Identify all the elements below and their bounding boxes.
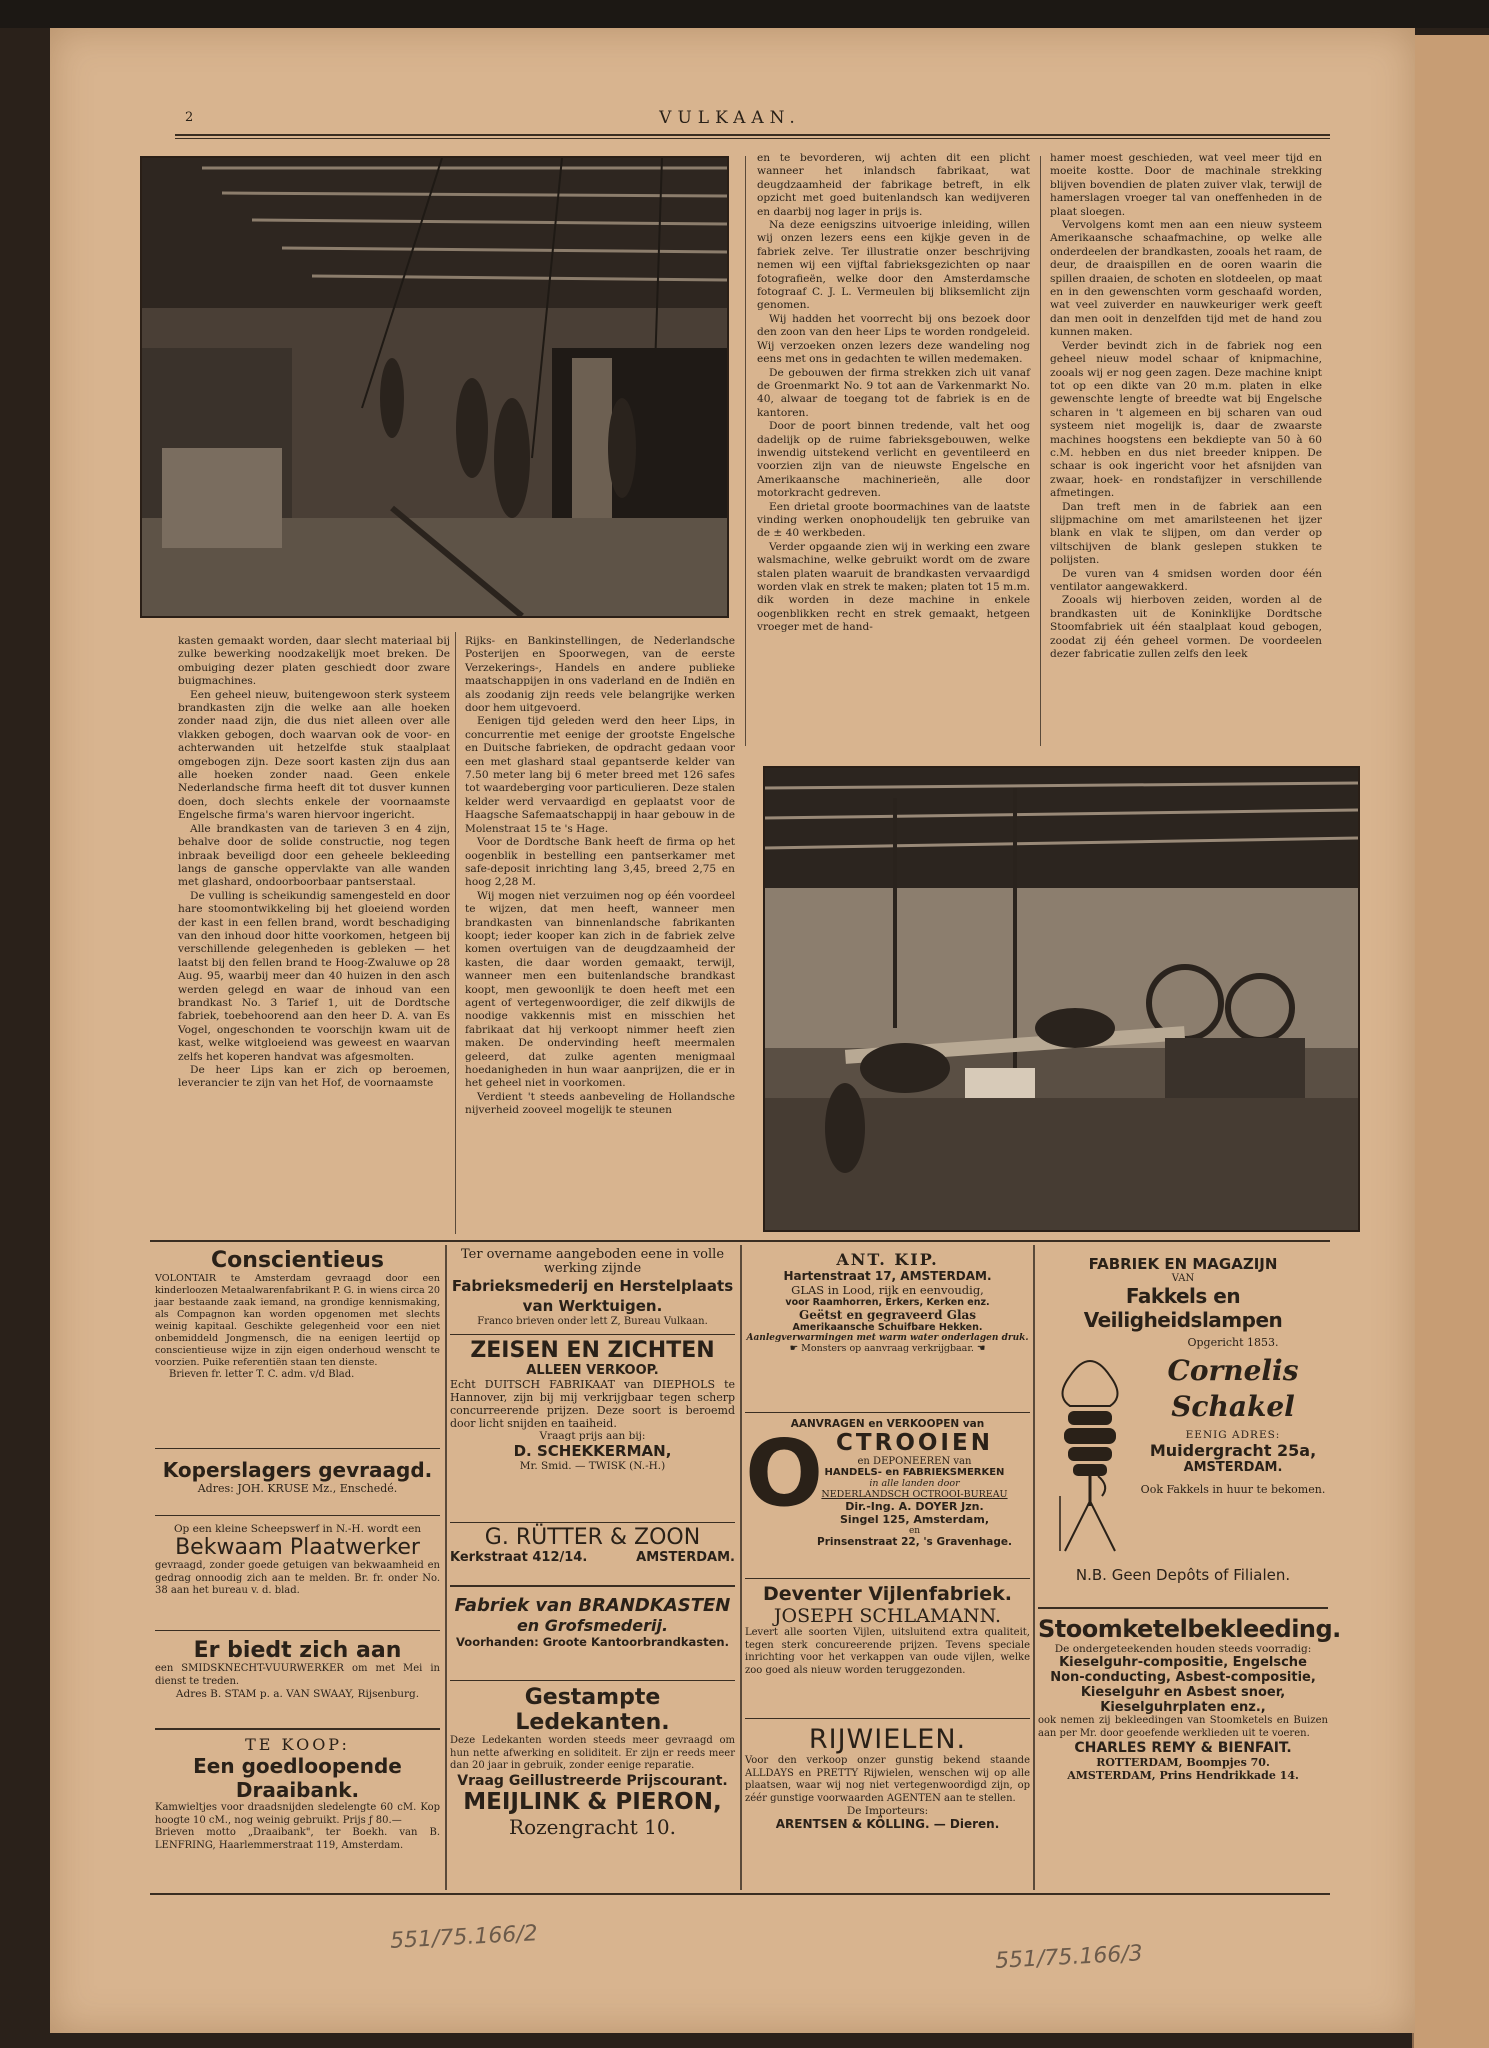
ad-octrooien (745, 1418, 1030, 1548)
ad-smidsknecht (155, 1638, 440, 1700)
ad-draaibank (155, 1735, 440, 1852)
ad-title: ANT. KIP. (836, 1250, 939, 1269)
ad-body: gevraagd, zonder goede getuigen van bekwaamheid en gedrag onnoodig zich aan te melden. Br. fr. onder No. 38 aan het bureau v. d. blad. (155, 1560, 440, 1596)
article-paragraph: kasten gemaakt worden, daar slecht materiaal bij zulke bewerking noodzakelijk moet breken. De ombuiging dezer platen geschiedt door zware buigmachines. (178, 635, 450, 688)
ad-body: Kamwieltjes voor draadsnijden sledelengte 60 cM. Kop hoogte 10 cM., nog weinig gebruikt. Prijs ƒ 80.— (155, 1802, 440, 1826)
ad-subtitle: en Grofsmederij. (516, 1616, 669, 1635)
ad-separator (450, 1334, 735, 1335)
ad-name: CHARLES REMY & BIENFAIT. (1074, 1740, 1292, 1756)
torch-lamp-icon (1040, 1336, 1140, 1561)
ad-title: G. RÜTTER & ZOON (484, 1525, 701, 1550)
ad-schakel (1038, 1255, 1328, 1584)
article-paragraph: Verder opgaande zien wij in werking een zware walsmachine, welke gebruikt wordt om de zware stalen platen waaruit de brandkasten vervaardigd worden vlak en strek te maken; platen tot 15 m.m. dik worden in deze machine in enkele oogenblikken recht en strek gemaakt, hetgeen vroeger met de hand- (757, 540, 1030, 634)
article-paragraph: De gebouwen der firma strekken zich uit vanaf de Groenmarkt No. 9 tot aan de Varkenmarkt No. 40, alwaar de toegang tot de fabriek is en de kantoren. (757, 366, 1030, 419)
ad-note: N.B. Geen Depôts of Filialen. (1075, 1566, 1291, 1584)
ad-title: Deventer Vijlenfabriek. (762, 1583, 1013, 1605)
ad-title: Bekwaam Plaatwerker (175, 1535, 420, 1560)
page-title: VULKAAN. (659, 108, 801, 128)
ad-title: Gestampte Ledekanten. (515, 1685, 670, 1735)
factory-photo-top (140, 156, 729, 618)
column-divider (455, 632, 456, 1234)
header-rule (175, 134, 1330, 136)
ad-initial: O (745, 1420, 824, 1527)
ad-separator (155, 1630, 440, 1631)
ad-line (745, 1343, 1030, 1354)
column-divider (1040, 156, 1041, 746)
ad-address: Muidergracht 25a, (1149, 1441, 1317, 1460)
ad-conscientieus (155, 1248, 440, 1382)
ad-kip (745, 1250, 1030, 1354)
ad-line: en (908, 1526, 921, 1536)
ads-divider (1033, 1245, 1035, 1890)
article-paragraph: De vuren van 4 smidsen worden door één ventilator aangewakkerd. (1050, 567, 1322, 593)
article-paragraph: Na deze eenigszins uitvoerige inleiding, willen wij onzen lezers eens een kijkje geven in de fabriek zelve. Ter illustratie onzer beschrijving nemen wij een vijftal fabrieksgezichten op naar fotografieën, welke door den Amsterdamsche fotograaf C. J. L. Vermeulen bij bliksemlicht zijn genomen. (757, 219, 1030, 312)
pointing-hand-icon: ☚ (973, 1343, 986, 1354)
article-paragraph: Een geheel nieuw, buitengewoon sterk systeem brandkasten zijn die welke aan alle hoeken zonder naad zijn, die dus niet alleen over alle vlakken gebogen, doch waarvan ook de voor- en achterwanden uit hetzelfde stuk staalplaat omgebogen zijn. Deze soort kasten zijn dus aan alle hoeken zonder naad. Geen enkele Nederlandsche firma heeft dit tot dusver kunnen doen, doch slechts enkele der voornaamste Engelsche firma's waren hiervoor ingericht. (178, 688, 450, 822)
ad-title: Fabrieksmederij en Herstelplaats van Werktuigen. (451, 1277, 734, 1315)
ad-name: MEIJLINK & PIERON, (463, 1788, 722, 1815)
ad-footer: Voorhanden: Groote Kantoorbrandkasten. (456, 1635, 729, 1649)
ads-bottom-rule (150, 1893, 1330, 1895)
ad-lead: Ter overname aangeboden eene in volle werking zijnde (460, 1247, 725, 1276)
article-column-3 (757, 152, 1030, 635)
ad-body: Deze Ledekanten worden steeds meer gevraagd om hun nette afwerking en soliditeit. Er zijn er reeds meer dan 20 jaar in gebruik, zonder eenige reparatie. (450, 1735, 735, 1771)
ad-title: Stoomketelbekleeding. (1038, 1615, 1341, 1643)
header-rule-thin (175, 138, 1330, 139)
ad-rijwielen (745, 1724, 1030, 1831)
ad-city: AMSTERDAM. (636, 1550, 735, 1565)
ad-ledekanten (450, 1685, 735, 1839)
ad-lead: AANVRAGEN en VERKOOPEN van (790, 1418, 985, 1430)
ad-ask: Vraagt prijs aan bij: (539, 1430, 646, 1442)
ad-separator (450, 1680, 735, 1681)
ad-footer: Franco brieven onder lett Z, Bureau Vulkaan. (477, 1316, 708, 1327)
article-paragraph: en te bevorderen, wij achten dit een plicht wanneer het inlandsch fabrikaat, wat deugdzaamheid der fabrikage betreft, in elk opzicht met goed buitenlandsch kan wedijveren en daarbij nog lager in prijs is. (757, 152, 1030, 218)
ad-address: Kerkstraat 412/14. (450, 1550, 588, 1565)
ad-name: JOSEPH SCHLAMANN. (773, 1605, 1002, 1627)
ad-line: en DEPONEEREN van (857, 1456, 972, 1467)
ad-separator (450, 1522, 735, 1523)
ad-title: ZEISEN EN ZICHTEN (470, 1338, 715, 1363)
ad-line: GLAS in Lood, rijk en eenvoudig, (791, 1283, 984, 1297)
article-paragraph: Verder bevindt zich in de fabriek nog een geheel nieuw model schaar of knipmachine, zooals wij er nog geen zagen. Deze machine knipt tot op een dikte van 20 m.m. platen in elke gewenschte lengte of breedte wat bij Engelsche scharen in 't algemeen en bij scharen van oud systeem niet mogelijk is, daar de zwaarste machines hoogstens een bekdiepte van 50 à 60 c.M. hebben en dus niet breeder knippen. De schaar is ook ingericht voor het afsnijden van zwaar, hoek- en rondstafijzer in verschillende afmetingen. (1050, 339, 1322, 500)
article-column-4 (1050, 152, 1322, 661)
ad-separator (745, 1718, 1030, 1719)
ad-established: Opgericht 1853. (1187, 1336, 1279, 1349)
article-paragraph: Zooals wij hierboven zeiden, worden al de brandkasten uit de Koninklijke Dordtsche Stoomfabriek uit één staalplaat koud gebogen, zoodat zij één geheel vormen. De voordeelen dezer fabricatie zullen zelfs den leek (1050, 594, 1322, 661)
ad-place: Mr. Smid. — TWISK (N.-H.) (519, 1460, 666, 1472)
ad-line: in alle landen door (869, 1478, 960, 1489)
ad-koperslagers (155, 1458, 440, 1495)
ad-line: HANDELS- en FABRIEKSMERKEN (824, 1467, 1005, 1478)
article-paragraph: hamer moest geschieden, wat veel meer tijd en moeite kostte. Door de machinale strekking blijven bovendien de platen zuiver vlak, terwijl de hamerslagen vroeger tal van oneffenheden in de plaat sloegen. (1050, 152, 1322, 218)
ad-line: Amerikaansche Schuifbare Hekken. (792, 1322, 983, 1333)
pencil-annotation-right: 551/75.166/3 (994, 1941, 1144, 1974)
ad-name: D. SCHEKKERMAN, (513, 1442, 672, 1460)
ad-body: Voor den verkoop onzer gunstig bekend staande ALLDAYS en PRETTY Rijwielen, wenschen wij op alle plaatsen, waar wij nog niet vertegenwoordigd zijn, op zéér gunstige voorwaarden AGENTEN aan te stellen. (745, 1755, 1030, 1804)
ad-separator (155, 1448, 440, 1449)
pencil-annotation-left: 551/75.166/2 (389, 1921, 539, 1954)
ad-name: ARENTSEN & KÖLLING. — Dieren. (775, 1817, 1000, 1831)
ad-title: RIJWIELEN. (808, 1724, 967, 1755)
ad-body: ook nemen zij bekleedingen van Stoomketels en Buizen aan per Mr. door geoefende werklieden uit te voeren. (1038, 1715, 1328, 1739)
ad-title: Fakkels en Veiligheidslampen (1083, 1284, 1283, 1332)
article-paragraph: Dan treft men in de fabriek aan een slijpmachine om met amarilsteenen het ijzer blank en vlak te slijpen, om dan verder op viltschijven de blank geslepen stukken te polijsten. (1050, 500, 1322, 567)
article-paragraph: Verdient 't steeds aanbeveling de Hollandsche nijverheid zooveel mogelijk te steunen (465, 1090, 735, 1117)
ad-body: een SMIDSKNECHT-VUURWERKER om met Mei in dienst te treden. (155, 1663, 440, 1687)
ad-separator (745, 1578, 1030, 1579)
ad-address: AMSTERDAM, Prins Hendrikkade 14. (1067, 1769, 1299, 1782)
article-paragraph: Wij hadden het voorrecht bij ons bezoek door den zoon van den heer Lips te worden rondgeleid. Wij verzoeken onzen lezers deze wandeling nog eens met ons in gedachten te willen medemaken. (757, 312, 1030, 366)
ad-overname (450, 1248, 735, 1327)
ad-address: ROTTERDAM, Boompjes 70. (1096, 1756, 1270, 1769)
ad-line: Kieselguhr-compositie, Engelsche (1059, 1655, 1307, 1670)
ad-cta: Vraag Geillustreerde Prijscourant. (457, 1772, 728, 1789)
ad-subtitle: ALLEEN VERKOOP. (526, 1363, 659, 1378)
ad-footer: Brieven fr. letter T. C. adm. v/d Blad. (169, 1369, 355, 1380)
ad-rutter (450, 1525, 735, 1565)
article-paragraph: Eenigen tijd geleden werd den heer Lips, in concurrentie met eenige der grootste Engelsche en Duitsche fabrieken, de opdracht gedaan voor een met glashard staal gepantserde kelder van 7.50 meter lang bij 6 meter breed met 126 safes tot waardeberging voor particulieren. Deze stalen kelder werd vervaardigd en geplaatst voor de Haagsche Safemaatschappij in haar gebouw in de Molenstraat 15 te 's Hage. (465, 715, 735, 835)
pointing-hand-icon: ☛ (789, 1343, 802, 1354)
ad-title: Fabriek van BRANDKASTEN (454, 1595, 731, 1616)
ad-address: Adres B. STAM p. a. VAN SWAAY, Rijsenburg. (175, 1688, 420, 1700)
ad-address: Hartenstraat 17, AMSTERDAM. (783, 1269, 992, 1283)
ad-intro: Op een kleine Scheepswerf in N.-H. wordt een (173, 1523, 422, 1535)
ad-subtitle: De Importeurs: (846, 1805, 929, 1817)
factory-photo-bottom (763, 766, 1360, 1232)
ad-address: Rozengracht 10. (509, 1814, 676, 1839)
ad-body: Levert alle soorten Vijlen, uitsluitend extra qualiteit, tegen sterk concureerende prijzen. Tevens speciale inrichting voor het verkappen van oude vijlen, welke zoo goed als nieuw worden teruggezonden. (745, 1627, 1030, 1676)
column-divider (745, 156, 746, 746)
ad-city: AMSTERDAM. (1183, 1460, 1283, 1475)
ad-line: voor Raamhorren, Erkers, Kerken enz. (785, 1297, 990, 1308)
article-paragraph: De vulling is scheikundig samengesteld en door hare stoomontwikkeling bij het gloeiend worden der kast in een fellen brand, wordt beschadiging van den inhoud door hitte voorkomen, hetgeen bij verschillende gelegenheden is gebleken — het laatst bij den fellen brand te Hoog-Zwaluwe op 28 Aug. 95, waarbij meer dan 40 huizen in den asch werden gelegd en waar de inhoud van een brandkast No. 3 Tarief 1, uit de Dordtsche fabriek, toebehoorend aan den heer D. A. van Es Vogel, ongeschonden te voorschijn kwam uit de kast, welke witgloeiend was geweest en waarvan zelfs het koperen handvat was afgesmolten. (178, 889, 450, 1063)
ad-stoomketel (1038, 1615, 1341, 1782)
ad-body: Echt DUITSCH FABRIKAAT van DIEPHOLS te Hannover, zijn bij mij verkrijgbaar tegen scherp concurreerende prijzen. Deze soort is beroemd door licht snijden en taaiheid. (450, 1378, 735, 1430)
ad-vijlen (745, 1583, 1030, 1677)
ad-title: Een goedloopende Draaibank. (193, 1754, 402, 1802)
article-paragraph: De heer Lips kan er zich op beroemen, leverancier te zijn van het Hof, de voornaamste (178, 1064, 450, 1090)
ad-title: CTROOIEN (836, 1430, 993, 1456)
article-paragraph: Door de poort binnen tredende, valt het oog dadelijk op de ruime fabrieksgebouwen, welke inwendig uitstekend verlicht en geventileerd en voorzien zijn van de nieuwste Engelsche en Amerikaansche machinerieën, alle door motorkracht gedreven. (757, 420, 1030, 500)
ad-address-label: EENIG ADRES: (1185, 1429, 1281, 1441)
ad-title: Er biedt zich aan (193, 1638, 402, 1663)
ad-line: NEDERLANDSCH OCTROOI-BUREAU (821, 1489, 1008, 1500)
article-column-1 (178, 635, 450, 1091)
ad-line: Prinsenstraat 22, 's Gravenhage. (817, 1536, 1012, 1548)
article-paragraph: Voor de Dordtsche Bank heeft de firma op het oogenblik in bestelling een pantserkamer met safe-deposit inrichting lang 3,45, breed 2,75 en hoog 2,28 M. (465, 836, 735, 889)
ad-lead: De ondergeteekenden houden steeds voorradig: (1054, 1643, 1312, 1655)
ad-plaatwerker (155, 1523, 440, 1598)
ad-separator (155, 1728, 440, 1730)
article-paragraph: Vervolgens komt men aan een nieuw systeem Amerikaansche schaafmachine, op welke alle onderdeelen der brandkasten, zooals het raam, de deur, de draaispillen en de ooren waarin die spillen draaien, de schoten en slotdeelen, op maat en in den gewenschten vorm geschaafd worden, wat veel zuiverder en nauwkeuriger werk geeft dan men ooit in denzelfden tijd met de hand zou kunnen maken. (1050, 219, 1322, 339)
adjacent-page-edge (1412, 35, 1489, 2048)
ad-line-text: Monsters op aanvraag verkrijgbaar. (801, 1343, 974, 1354)
ad-line: FABRIEK EN MAGAZIJN (1088, 1255, 1278, 1273)
ad-address: Adres: JOH. KRUSE Mz., Enschedé. (197, 1482, 398, 1495)
ad-separator (745, 1412, 1030, 1413)
page-number: 2 (185, 110, 194, 125)
article-column-2 (465, 635, 735, 1118)
ad-title: Conscientieus (211, 1248, 384, 1273)
article-paragraph: Een drietal groote boormachines van de laatste vinding werken onophoudelijk ten gebruike van de ± 40 werkbeden. (757, 500, 1030, 540)
article-paragraph: Alle brandkasten van de tarieven 3 en 4 zijn, behalve door de solide constructie, nog tegen inbraak beveiligd door een geheele bekleeding langs de gansche oppervlakte van alle wanden met glashard, ondoorboorbaar pantserstaal. (178, 822, 450, 889)
ad-brandkasten (450, 1595, 735, 1649)
ad-name: Cornelis Schakel (1167, 1354, 1299, 1423)
ads-divider (740, 1245, 742, 1890)
scan-border-top (0, 0, 1489, 28)
ad-line: Kieselguhrplaten enz., (1100, 1700, 1266, 1715)
article-paragraph: Rijks- en Bankinstellingen, de Nederlandsche Posterijen en Spoorwegen, van de eerste Verzekerings-, Handels en andere publieke maatschappijen in ons vaderland en de Indiën en als zoodanig zijn reeds vele belangrijke werken door hem uitgevoerd. (465, 635, 735, 715)
ad-line: VAN (1171, 1273, 1195, 1284)
ad-separator (450, 1585, 735, 1587)
ads-divider (445, 1245, 447, 1890)
ad-line: Singel 125, Amsterdam, (839, 1513, 990, 1526)
ad-line: Geëtst en gegraveerd Glas (798, 1308, 977, 1322)
ad-line: Kieselguhr en Asbest snoer, (1080, 1685, 1286, 1700)
ad-extra: Ook Fakkels in huur te bekomen. (1140, 1483, 1326, 1496)
ad-title: Koperslagers gevraagd. (162, 1458, 433, 1482)
ad-separator (155, 1515, 440, 1516)
article-paragraph: Wij mogen niet verzuimen nog op één voordeel te wijzen, dat men heeft, wanneer men brandkasten van binnenlandsche fabrikanten koopt; ieder kooper kan zich in de fabriek zelve komen overtuigen van de deugdzaamheid der kasten, die daar worden gemaakt, terwijl, wanneer men een buitenlandsche brandkast koopt, men gewoonlijk te doen heeft met een agent of vertegenwoordiger, die zelf dikwijls de noodige vakkennis mist en misschien het fabrikaat dat hij verkoopt nimmer heeft zien maken. De ondervinding heeft meermalen geleerd, dat zulke agenten menigmaal hoedanigheden in hun waar aanprijzen, die er in het geheel niet in voorkomen. (465, 889, 735, 1090)
ad-footer: Brieven motto „Draaibank", ter Boekh. van B. LENFRING, Haarlemmerstraat 119, Amsterdam. (155, 1827, 440, 1851)
ad-label: TE KOOP: (245, 1735, 350, 1754)
ads-top-rule (150, 1240, 1330, 1242)
ad-line: Aanlegverwarmingen met warm water onderlagen druk. (746, 1333, 1029, 1343)
ad-separator (1038, 1607, 1328, 1609)
ad-line: Non-conducting, Asbest-compositie, (1050, 1670, 1316, 1685)
ad-zeisen (450, 1338, 735, 1472)
ad-line: Dir.-Ing. A. DOYER Jzn. (845, 1500, 984, 1513)
ad-body: VOLONTAIR te Amsterdam gevraagd door een kinderloozen Metaalwarenfabrikant P. G. in wiens circa 20 jaar bestaande zaak iemand, na grondige kennismaking, als Compagnon kan worden opgenomen met slechts weinig kapitaal. Geschikte gelegenheid voor een niet onbemiddeld Jongmensch, die na eenigen leertijd op conscientieuse wijze in zijn eigen onderhoud wenscht te voorzien. Puike referentiën staan ten dienste. (155, 1273, 440, 1368)
